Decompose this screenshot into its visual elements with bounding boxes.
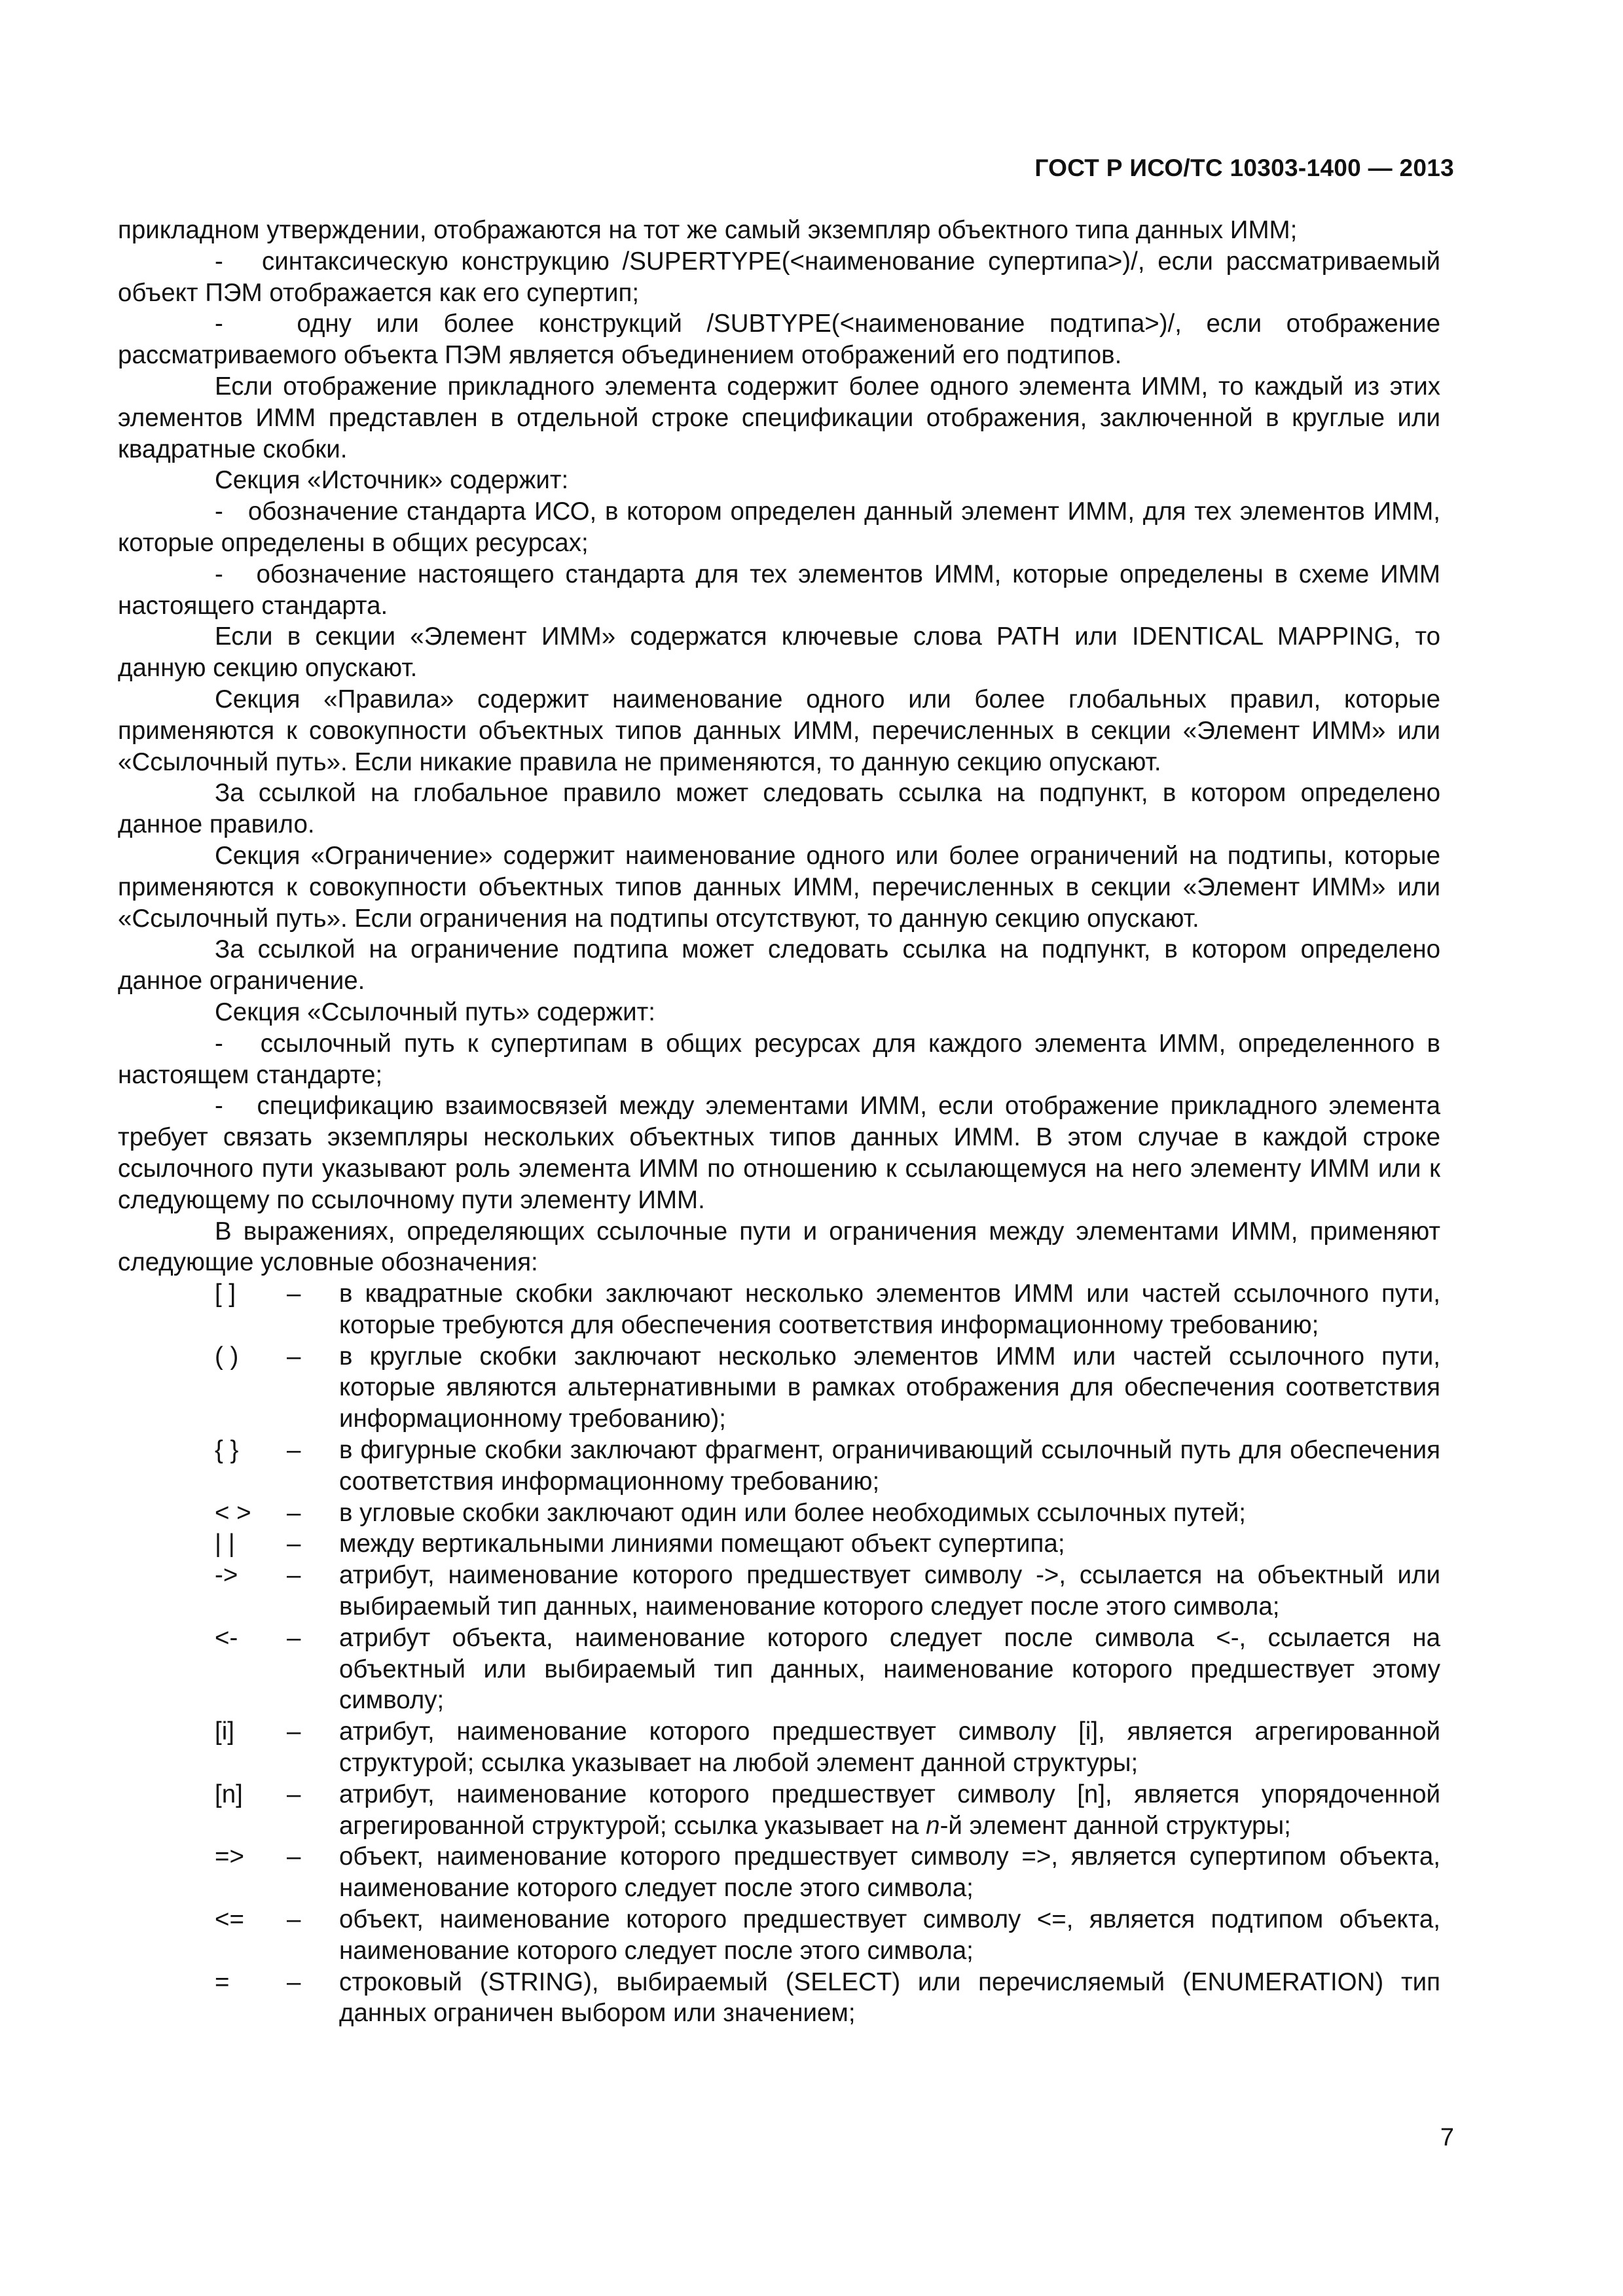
legend-description bbox=[339, 1779, 1440, 1842]
legend-dash: – bbox=[287, 1623, 301, 1652]
page-number: 7 bbox=[1440, 2124, 1454, 2151]
legend-description: в квадратные скобки заключают несколько элементов ИММ или частей ссылочного пути, которые требуются для обеспечения соответствия информационному требованию; bbox=[339, 1280, 1440, 1339]
legend-description: в угловые скобки заключают один или более необходимых ссылочных путей; bbox=[339, 1498, 1246, 1527]
legend-dash: – bbox=[287, 1780, 301, 1808]
legend-description-italic: n bbox=[926, 1811, 940, 1840]
legend-row-equals bbox=[215, 1967, 1440, 2030]
paragraph: Если в секции «Элемент ИММ» содержатся ключевые слова PATH или IDENTICAL MAPPING, то данную секцию опускают. bbox=[118, 622, 1440, 683]
paragraph: За ссылкой на глобальное правило может следовать ссылка на подпункт, в котором определено данное правило. bbox=[118, 779, 1440, 839]
list-item-dash: - обозначение стандарта ИСО, в котором определен данный элемент ИММ, для тех элементов ИММ, которые определены в общих ресурсах; bbox=[118, 497, 1440, 557]
legend-row-square-brackets bbox=[215, 1278, 1440, 1341]
legend-description: строковый (STRING), выбираемый (SELECT) или перечисляемый (ENUMERATION) тип данных ограничен выбором или значением; bbox=[339, 1967, 1440, 2028]
legend-row-index-n bbox=[215, 1779, 1440, 1842]
legend-row-left-arrow bbox=[215, 1623, 1440, 1716]
legend-description: объект, наименование которого предшествует символу <=, является подтипом объекта, наименование которого следует после этого символа; bbox=[339, 1905, 1440, 1965]
legend-dash: – bbox=[287, 1842, 301, 1871]
legend-dash: – bbox=[287, 1498, 301, 1527]
document-body bbox=[118, 215, 1440, 2029]
legend-symbol: => bbox=[215, 1842, 244, 1871]
legend-symbol: { } bbox=[215, 1436, 239, 1465]
paragraph: Если отображение прикладного элемента содержит более одного элемента ИММ, то каждый из этих элементов ИММ представлен в отдельной строке спецификации отображения, заключенной в круглые или квадратные скобки. bbox=[118, 372, 1440, 463]
legend-description: атрибут объекта, наименование которого следует после символа <-, ссылается на объектный или выбираемый тип данных, наименование которого предшествует этому символу; bbox=[339, 1623, 1440, 1715]
legend-description-part: -й элемент данной структуры; bbox=[939, 1811, 1291, 1840]
notation-legend bbox=[215, 1278, 1440, 2029]
legend-row-angle-brackets bbox=[215, 1498, 1440, 1529]
legend-row-subtype-arrow bbox=[215, 1904, 1440, 1967]
legend-dash: – bbox=[287, 1530, 301, 1558]
list-item-dash: - одну или более конструкций /SUBTYPE(<наименование подтипа>)/, если отображение рассматриваемого объекта ПЭМ является объединением отображений его подтипов. bbox=[118, 310, 1440, 370]
legend-symbol: -> bbox=[215, 1561, 238, 1590]
legend-dash: – bbox=[287, 1436, 301, 1465]
list-item-dash: - обозначение настоящего стандарта для тех элементов ИММ, которые определены в схеме ИММ настоящего стандарта. bbox=[118, 560, 1440, 620]
paragraph: За ссылкой на ограничение подтипа может следовать ссылка на подпункт, в котором определено данное ограничение. bbox=[118, 935, 1440, 996]
list-item-dash: - ссылочный путь к супертипам в общих ресурсах для каждого элемента ИММ, определенного в настоящем стандарте; bbox=[118, 1029, 1440, 1089]
legend-symbol: < > bbox=[215, 1498, 251, 1527]
paragraph: Секция «Правила» содержит наименование одного или более глобальных правил, которые применяются к совокупности объектных типов данных ИММ, перечисленных в секции «Элемент ИММ» или «Ссылочный путь». Если никакие правила не применяются, то данную секцию опускают. bbox=[118, 685, 1440, 776]
list-item-dash: - спецификацию взаимосвязей между элементами ИММ, если отображение прикладного элемента требует связать экземпляры нескольких объектных типов данных ИММ. В этом случае в каждой строке ссылочного пути указывают роль элемента ИММ по отношению к ссылающемуся на него элементу ИММ или к следующему по ссылочному пути элементу ИММ. bbox=[118, 1092, 1440, 1214]
legend-dash: – bbox=[287, 1561, 301, 1590]
legend-row-vertical-lines bbox=[215, 1528, 1440, 1560]
legend-symbol: | | bbox=[215, 1530, 235, 1558]
legend-dash: – bbox=[287, 1342, 301, 1371]
legend-description: в фигурные скобки заключают фрагмент, ограничивающий ссылочный путь для обеспечения соответствия информационному требованию; bbox=[339, 1436, 1440, 1496]
legend-description: атрибут, наименование которого предшествует символу [i], является агрегированной структурой; ссылка указывает на любой элемент данной структуры; bbox=[339, 1717, 1440, 1778]
paragraph: Секция «Ограничение» содержит наименование одного или более ограничений на подтипы, которые применяются к совокупности объектных типов данных ИММ, перечисленных в секции «Элемент ИММ» или «Ссылочный путь». Если ограничения на подтипы отсутствуют, то данную секцию опускают. bbox=[118, 841, 1440, 933]
legend-dash: – bbox=[287, 1717, 301, 1746]
legend-symbol: [n] bbox=[215, 1780, 243, 1808]
legend-description: между вертикальными линиями помещают объект супертипа; bbox=[339, 1530, 1065, 1558]
list-item-dash: - синтаксическую конструкцию /SUPERTYPE(<наименование супертипа>)/, если рассматриваемый объект ПЭМ отображается как его супертип; bbox=[118, 247, 1440, 307]
legend-symbol: [i] bbox=[215, 1717, 234, 1746]
legend-description: объект, наименование которого предшествует символу =>, является супертипом объекта, наименование которого следует после этого символа; bbox=[339, 1842, 1440, 1903]
legend-description-part: атрибут, наименование которого предшествует символу [n], является упорядоченной агрегированной структурой; ссылка указывает на bbox=[339, 1780, 1440, 1840]
legend-dash: – bbox=[287, 1967, 301, 1996]
legend-row-right-arrow bbox=[215, 1560, 1440, 1623]
page-header-standard-title: ГОСТ Р ИСО/ТС 10303-1400 — 2013 bbox=[1034, 154, 1454, 181]
legend-dash: – bbox=[287, 1905, 301, 1934]
paragraph: В выражениях, определяющих ссылочные пути и ограничения между элементами ИММ, применяют следующие условные обозначения: bbox=[118, 1217, 1440, 1277]
legend-symbol: [ ] bbox=[215, 1280, 236, 1308]
legend-symbol: ( ) bbox=[215, 1342, 239, 1371]
legend-dash: – bbox=[287, 1280, 301, 1308]
legend-row-curly-brackets bbox=[215, 1435, 1440, 1498]
legend-symbol: = bbox=[215, 1967, 230, 1996]
paragraph: прикладном утверждении, отображаются на тот же самый экземпляр объектного типа данных ИММ; bbox=[118, 216, 1298, 244]
legend-symbol: <= bbox=[215, 1905, 244, 1934]
paragraph: Секция «Ссылочный путь» содержит: bbox=[215, 997, 655, 1026]
legend-row-supertype-arrow bbox=[215, 1841, 1440, 1904]
legend-row-round-brackets bbox=[215, 1341, 1440, 1435]
legend-description: в круглые скобки заключают несколько элементов ИММ или частей ссылочного пути, которые являются альтернативными в рамках отображения для обеспечения соответствия информационному требованию); bbox=[339, 1342, 1440, 1433]
paragraph: Секция «Источник» содержит: bbox=[215, 466, 569, 495]
legend-symbol: <- bbox=[215, 1623, 238, 1652]
legend-row-index-i bbox=[215, 1716, 1440, 1779]
legend-description: атрибут, наименование которого предшествует символу ->, ссылается на объектный или выбираемый тип данных, наименование которого следует после этого символа; bbox=[339, 1561, 1440, 1621]
